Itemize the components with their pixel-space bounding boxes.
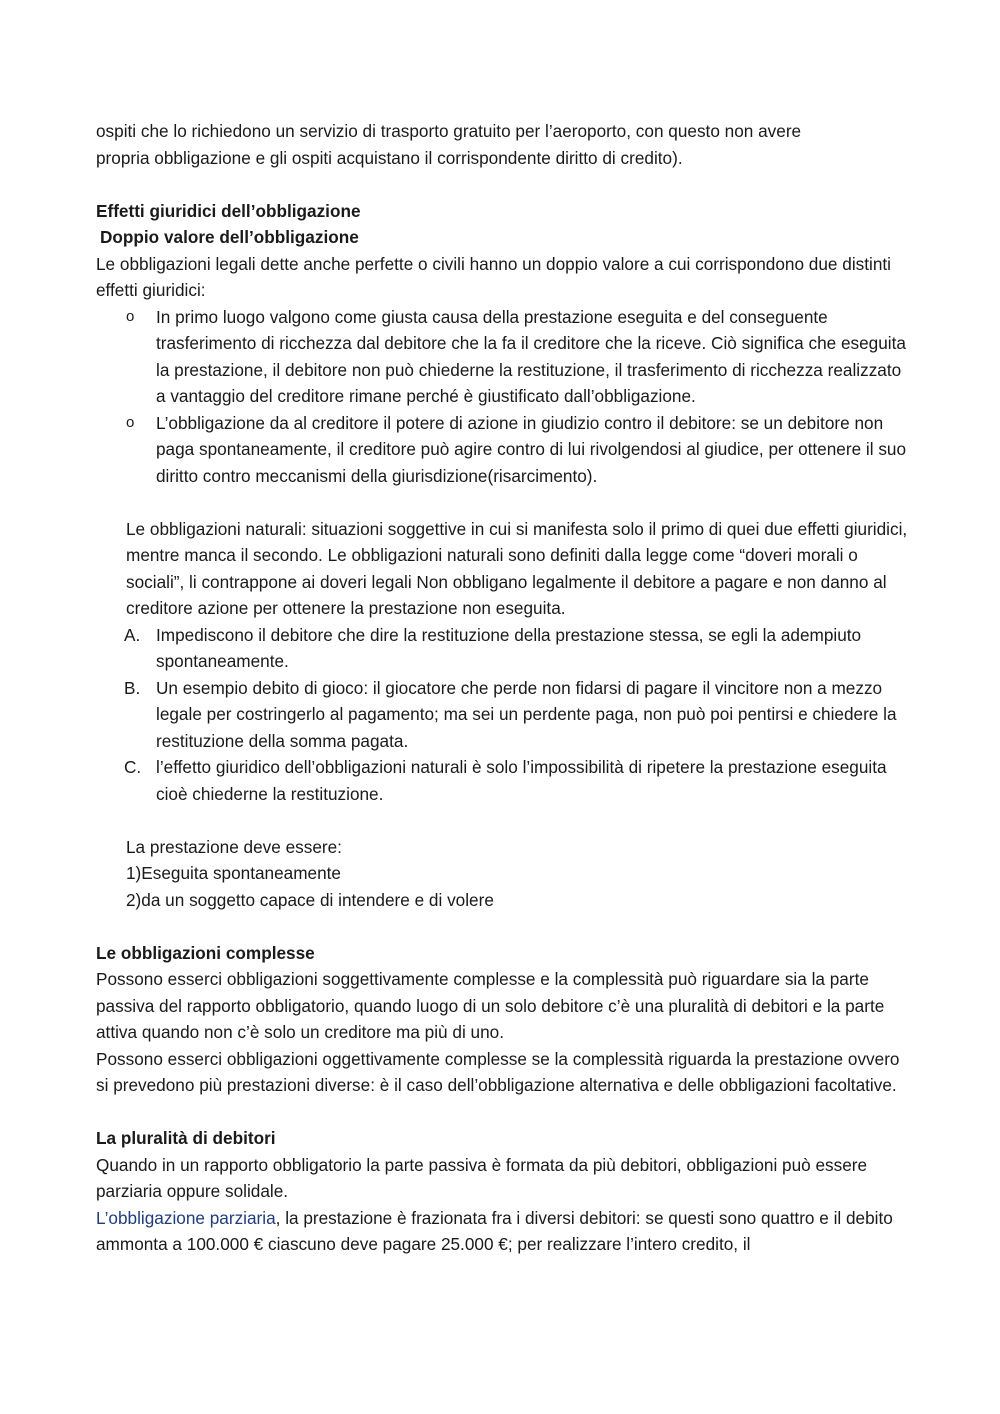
naturali-paragraph: Le obbligazioni naturali: situazioni soggettive in cui si manifesta solo il primo di quei due effetti giuridici, mentre manca il secondo. Le obbligazioni naturali sono definiti dalla legge come “doveri morali o sociali”, li contrappone ai doveri legali Non obbligano legalmente il debitore a pagare e non danno al creditore azione per ottenere la prestazione non eseguita. <box>126 518 908 618</box>
pluralita-paragraph-1: Quando in un rapporto obbligatorio la parte passiva è formata da più debitori, obbligazioni può essere parziaria oppure solidale. <box>96 1154 868 1201</box>
list-item <box>96 410 911 490</box>
list-item-text: Un esempio debito di gioco: il giocatore che perde non fidarsi di pagare il vincitore non a mezzo legale per costringerlo al pagamento; ma sei un perdente paga, non può poi pentirsi e chiedere la restituzione della somma pagata. <box>156 677 897 751</box>
section-heading-complesse: Le obbligazioni complesse <box>96 942 315 963</box>
obbligazione-parziaria-link[interactable]: L’obbligazione parziaria <box>96 1207 276 1228</box>
intro-line-2: propria obbligazione e gli ospiti acquistano il corrispondente diritto di credito). <box>96 147 683 168</box>
intro-paragraph <box>96 118 911 171</box>
list-item <box>96 304 911 410</box>
prestazione-item-2: 2)da un soggetto capace di intendere e di volere <box>126 889 494 910</box>
list-marker: C. <box>124 757 142 777</box>
prestazione-title: La prestazione deve essere: <box>126 836 342 857</box>
bullet-marker: o <box>126 307 135 325</box>
section-heading-effetti: Effetti giuridici dell’obbligazione <box>96 200 361 221</box>
list-item <box>96 675 911 755</box>
pluralita-paragraph-2 <box>96 1205 911 1258</box>
naturali-lettered-list <box>96 622 911 808</box>
list-marker: A. <box>124 624 141 645</box>
complesse-paragraph-2: Possono esserci obbligazioni oggettivamente complesse se la complessità riguarda la prestazione ovvero si prevedono più prestazioni diverse: è il caso dell’obbligazione alternativa e delle obbligazioni facoltative. <box>96 1048 900 1095</box>
list-item-text: L’obbligazione da al creditore il potere di azione in giudizio contro il debitore: se un debitore non paga spontaneamente, il creditore può agire contro di lui rivolgendosi al giudice, per ottenere il suo diritto contro meccanismi della giurisdizione(risarcimento). <box>156 412 907 486</box>
subheading-doppio-valore: Doppio valore dell’obbligazione <box>100 227 359 247</box>
list-marker: B. <box>124 677 141 698</box>
intro-line-1: ospiti che lo richiedono un servizio di trasporto gratuito per l’aeroporto, con questo non avere <box>96 121 802 141</box>
prestazione-item-1: 1)Eseguita spontaneamente <box>126 863 341 883</box>
bullet-marker: o <box>126 413 135 431</box>
complesse-paragraph-1: Possono esserci obbligazioni soggettivamente complesse e la complessità può riguardare sia la parte passiva del rapporto obbligatorio, quando luogo di un solo debitore c’è una pluralità di debitori e la parte attiva quando non c’è solo un creditore ma più di uno. <box>96 969 885 1042</box>
effetti-bullet-list <box>96 304 911 490</box>
list-item-text: l’effetto giuridico dell’obbligazioni naturali è solo l’impossibilità di ripetere la prestazione eseguita cioè chiederne la restituzione. <box>156 757 887 804</box>
effetti-paragraph: Le obbligazioni legali dette anche perfette o civili hanno un doppio valore a cui corrispondono due distinti effetti giuridici: <box>96 253 891 300</box>
document-page <box>96 118 911 1258</box>
pluralita-paragraph-2-text: , la prestazione è frazionata fra i diversi debitori: se questi sono quattro e il debito ammonta a 100.000 € ciascuno deve pagare 25.000 €; per realizzare l’intero credito, il <box>96 1207 893 1254</box>
list-item-text: In primo luogo valgono come giusta causa della prestazione eseguita e del conseguente trasferimento di ricchezza dal debitore che la fa il creditore che la riceve. Ciò significa che eseguita la prestazione, il debitore non può chiederne la restituzione, il trasferimento di ricchezza realizzato a vantaggio del creditore rimane perché è giustificato dall’obbligazione. <box>156 306 906 406</box>
section-heading-pluralita: La pluralità di debitori <box>96 1128 276 1148</box>
list-item <box>96 622 911 675</box>
list-item-text: Impediscono il debitore che dire la restituzione della prestazione stessa, se egli la adempiuto spontaneamente. <box>156 624 862 671</box>
list-item <box>96 754 911 807</box>
